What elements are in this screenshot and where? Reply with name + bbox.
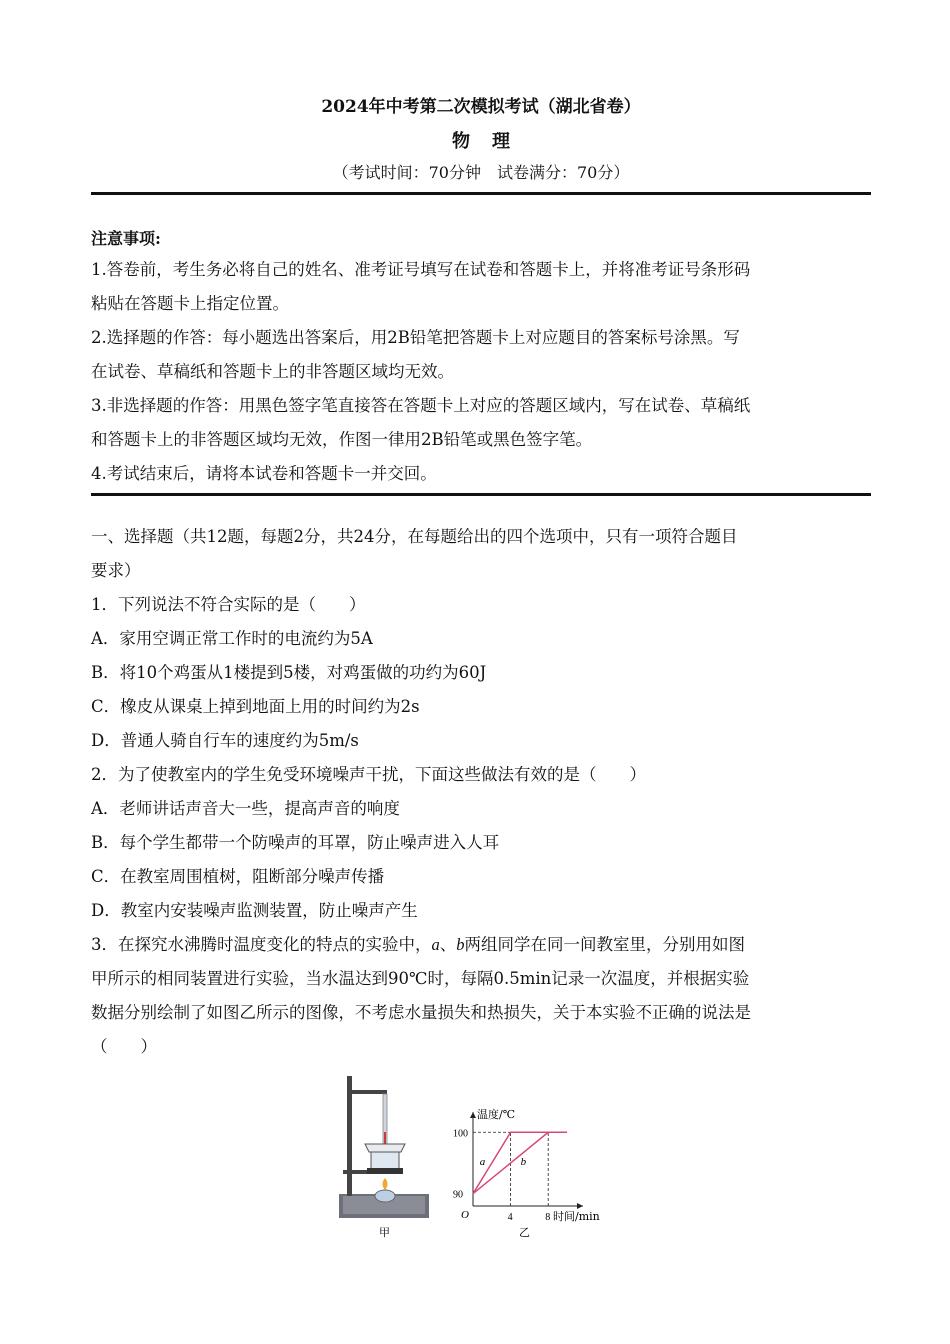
chart-series bbox=[473, 1132, 567, 1193]
x-axis-label: 时间/min bbox=[553, 1210, 600, 1223]
top-divider bbox=[91, 192, 871, 195]
option-c: C．在教室周围植树，阻断部分噪声传播 bbox=[91, 867, 385, 886]
clamp-arm-top bbox=[347, 1090, 387, 1094]
cardboard-lid bbox=[365, 1144, 405, 1152]
option-a: A．老师讲话声音大一些，提高声音的响度 bbox=[91, 799, 400, 818]
option-d: D．教室内安装噪声监测装置，防止噪声产生 bbox=[91, 901, 418, 920]
question-figure bbox=[331, 1072, 631, 1252]
notice-line: 3.非选择题的作答：用黑色签字笔直接答在答题卡上对应的答题区域内，写在试卷、草稿纸 bbox=[91, 396, 751, 415]
option-d: D．普通人骑自行车的速度约为5m/s bbox=[91, 731, 359, 750]
beaker bbox=[371, 1152, 399, 1170]
stem-lead: 3．在探究水沸腾时温度变化的特点的实验中， bbox=[91, 935, 432, 954]
question-stem bbox=[91, 928, 861, 962]
series-label-a: a bbox=[479, 1156, 486, 1168]
exam-title: 2024年中考第二次模拟考试（湖北省卷） bbox=[321, 97, 641, 117]
origin-label: O bbox=[461, 1209, 469, 1221]
exam-meta: （考试时间：70分钟 试卷满分：70分） bbox=[332, 163, 630, 182]
notice-line: 1.答卷前，考生务必将自己的姓名、准考证号填写在试卷和答题卡上，并将准考证号条形码 bbox=[91, 260, 751, 279]
alcohol-lamp bbox=[375, 1190, 395, 1202]
question-stem: 甲所示的相同装置进行实验，当水温达到90℃时，每隔0.5min记录一次温度，并根据实验 bbox=[91, 969, 750, 988]
option-b: B．每个学生都带一个防噪声的耳罩，防止噪声进入人耳 bbox=[91, 833, 500, 852]
var-a: a bbox=[431, 935, 440, 954]
question-stem: 2．为了使教室内的学生免受环境噪声干扰，下面这些做法有效的是（ ） bbox=[91, 765, 646, 784]
figure-caption-left: 甲 bbox=[379, 1226, 390, 1239]
option-c: C．橡皮从课桌上掉到地面上用的时间约为2s bbox=[91, 697, 420, 716]
chart-guides bbox=[473, 1132, 548, 1206]
y-tick-label: 90 bbox=[453, 1189, 463, 1201]
y-axis-label: 温度/℃ bbox=[477, 1108, 516, 1121]
notice-line: 在试卷、草稿纸和答题卡上的非答题区域均无效。 bbox=[91, 362, 454, 381]
bottom-divider bbox=[91, 493, 871, 496]
boiling-apparatus-illustration bbox=[339, 1076, 429, 1218]
stem-rest: 两组同学在同一间教室里，分别用如图 bbox=[464, 935, 745, 954]
question-section bbox=[91, 520, 861, 1064]
y-axis-arrow bbox=[470, 1112, 476, 1118]
stem-sep: 、 bbox=[439, 935, 457, 954]
figure-svg bbox=[331, 1072, 631, 1252]
x-tick-label: 4 bbox=[507, 1212, 513, 1223]
x-axis-arrow bbox=[577, 1203, 583, 1209]
question-stem: （ ） bbox=[91, 1037, 157, 1056]
notice-list bbox=[91, 253, 861, 491]
temperature-time-chart bbox=[453, 1107, 600, 1223]
notice-line: 4.考试结束后，请将本试卷和答题卡一并交回。 bbox=[91, 464, 437, 483]
x-tick-label: 8 bbox=[545, 1212, 551, 1223]
figure-caption-right: 乙 bbox=[519, 1226, 530, 1239]
notice-heading: 注意事项: bbox=[91, 229, 161, 248]
var-b: b bbox=[456, 935, 465, 954]
series-label-b: b bbox=[520, 1156, 527, 1168]
flame bbox=[383, 1178, 388, 1190]
notice-line: 2.选择题的作答：每小题选出答案后，用2B铅笔把答题卡上对应题目的答案标号涂黑。写 bbox=[91, 328, 740, 347]
section-heading: 一、选择题（共12题，每题2分，共24分，在每题给出的四个选项中，只有一项符合题目 bbox=[91, 527, 738, 546]
section-heading: 要求） bbox=[91, 561, 141, 580]
question-stem: 1．下列说法不符合实际的是（ ） bbox=[91, 595, 366, 614]
question-stem: 数据分别绘制了如图乙所示的图像，不考虑水量损失和热损失，关于本实验不正确的说法是 bbox=[91, 1003, 751, 1022]
option-b: B．将10个鸡蛋从1楼提到5楼，对鸡蛋做的功约为60J bbox=[91, 663, 487, 682]
exam-subject: 物理 bbox=[452, 131, 532, 152]
notice-line: 粘贴在答题卡上指定位置。 bbox=[91, 294, 289, 313]
y-tick-label: 100 bbox=[453, 1128, 468, 1140]
option-a: A．家用空调正常工作时的电流约为5A bbox=[91, 629, 373, 648]
asbestos-gauze bbox=[367, 1168, 403, 1174]
notice-line: 和答题卡上的非答题区域均无效，作图一律用2B铅笔或黑色签字笔。 bbox=[91, 430, 593, 449]
